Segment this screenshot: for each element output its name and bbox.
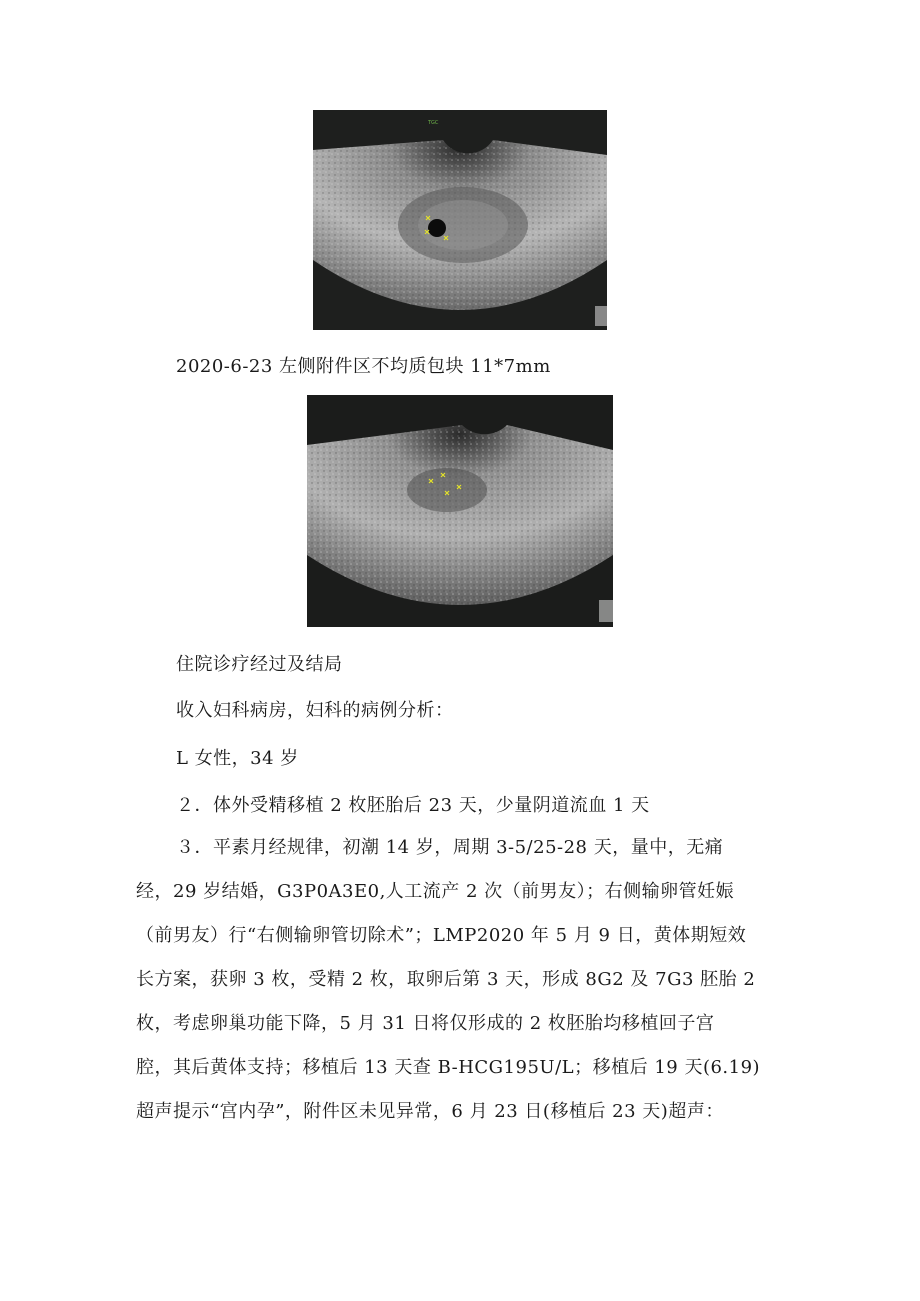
list-item-1: L 女性，34 岁 xyxy=(176,748,299,769)
paragraph-line: 超声提示“宫内孕”，附件区未见异常，6 月 23 日(移植后 23 天)超声： xyxy=(136,1101,724,1122)
ultrasound-image-1 xyxy=(313,110,607,330)
list-item-3 xyxy=(136,826,796,1134)
paragraph-line: （前男友）行“右侧输卵管切除术”；LMP2020 年 5 月 9 日，黄体期短效 xyxy=(136,925,747,946)
paragraph-line: ３．平素月经规律，初潮 14 岁，周期 3-5/25-28 天，量中，无痛 xyxy=(176,837,724,858)
svg-text:TGC: TGC xyxy=(428,120,439,126)
paragraph-line: 长方案，获卵 3 枚，受精 2 枚，取卵后第 3 天，形成 8G2 及 7G3 胚胎 2 xyxy=(136,969,756,990)
figure-caption: 2020-6-23 左侧附件区不均质包块 11*7mm xyxy=(176,356,551,377)
paragraph-line: 枚，考虑卵巢功能下降，5 月 31 日将仅形成的 2 枚胚胎均移植回子宫 xyxy=(136,1013,715,1034)
list-item-2: ２．体外受精移植 2 枚胚胎后 23 天，少量阴道流血 1 天 xyxy=(176,795,650,816)
paragraph-line: 腔，其后黄体支持；移植后 13 天查 B-HCG195U/L；移植后 19 天(6.19) xyxy=(136,1057,761,1078)
section-heading: 住院诊疗经过及结局 xyxy=(176,654,343,675)
paragraph-line: 经，29 岁结婚，G3P0A3E0,人工流产 2 次（前男友）；右侧输卵管妊娠 xyxy=(136,881,735,902)
intro-line: 收入妇科病房，妇科的病例分析： xyxy=(176,700,454,721)
ultrasound-image-2 xyxy=(307,395,613,627)
